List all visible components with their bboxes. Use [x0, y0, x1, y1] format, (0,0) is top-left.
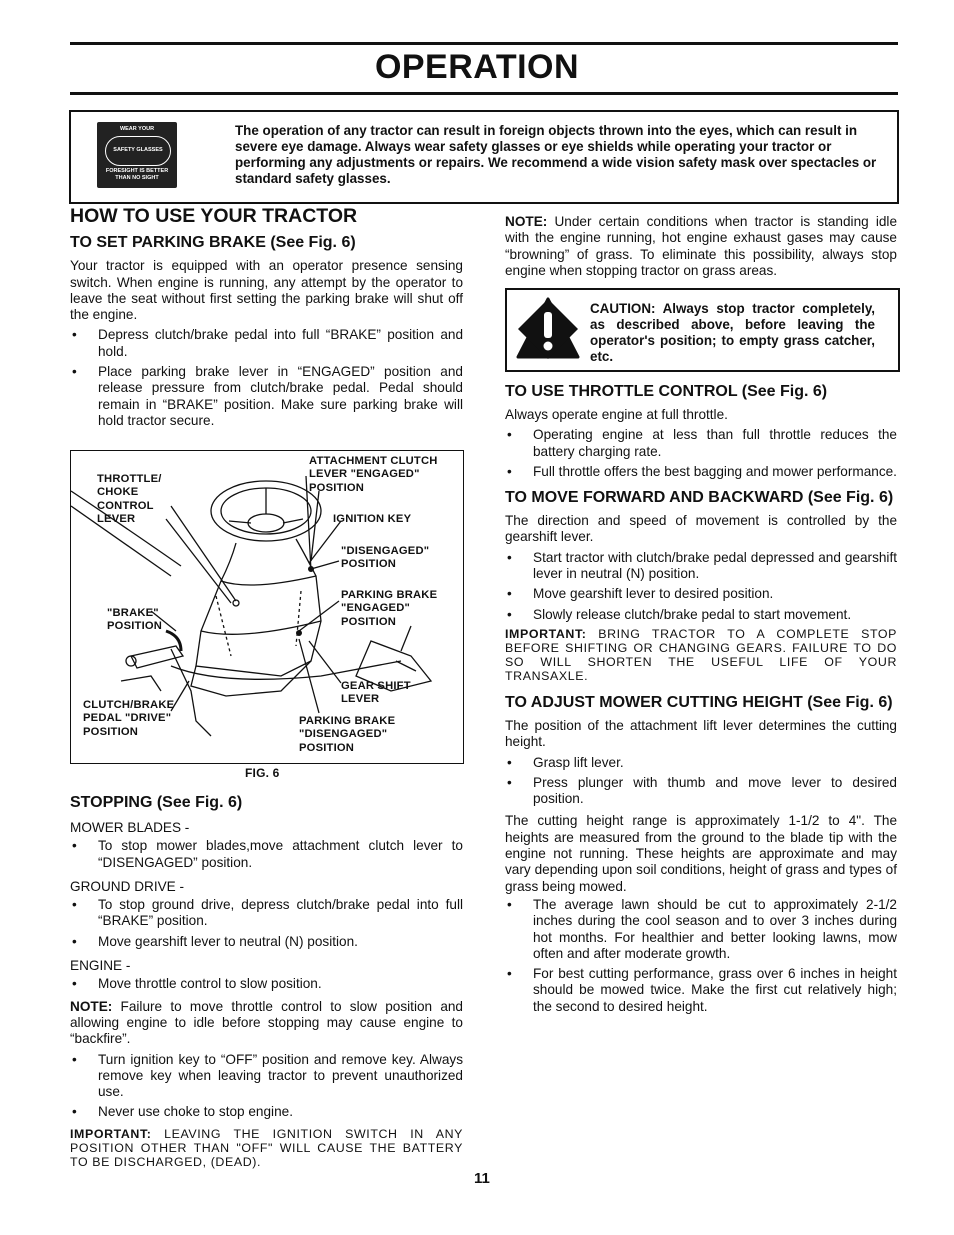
move-heading: TO MOVE FORWARD AND BACKWARD (See Fig. 6): [505, 489, 894, 507]
label-throttle-choke: THROTTLE/ CHOKE CONTROL LEVER: [97, 473, 162, 526]
throttle-intro: Always operate engine at full throttle.: [505, 407, 728, 422]
engine-label: ENGINE -: [70, 958, 131, 974]
exhaust-note: NOTE: Under certain conditions when tractor is standing idle with the engine running, hot engine exhaust gases may cause “browning” of grass. To eliminate this possibility, always stop engine when stopping tractor on grass areas.: [505, 214, 898, 278]
list-item: • Grasp lift lever.: [505, 755, 897, 771]
figure-caption: FIG. 6: [245, 766, 280, 780]
title-rule: [70, 92, 898, 95]
parking-brake-intro: Your tractor is equipped with an operator presence sensing switch. When engine is running, any attempt by the operator to leave the seat without first setting the parking brake will shut off the engine.: [70, 258, 463, 323]
parking-brake-heading: TO SET PARKING BRAKE (See Fig. 6): [70, 234, 356, 252]
list-item: • Depress clutch/brake pedal into full “BRAKE” position and hold.: [70, 327, 463, 360]
label-ignition-key: IGNITION KEY: [333, 513, 412, 525]
cutting-height-intro: The position of the attachment lift lever determines the cutting height.: [505, 717, 897, 750]
list-item: • Move throttle control to slow position.: [70, 976, 463, 992]
figure-6: [70, 450, 464, 764]
safety-warning-text: The operation of any tractor can result in foreign objects thrown into the eyes, which can result in severe eye damage. Always wear safety glasses or eye shields while operating your tractor or performing any adjustments or repairs. We recommend a wide vision safety mask over spectacles or standard safety glasses.: [235, 123, 877, 186]
section-heading: HOW TO USE YOUR TRACTOR: [70, 205, 358, 227]
list-item: • Place parking brake lever in “ENGAGED” position and release pressure from clutch/brake pedal. Pedal should remain in “BRAKE” position. Make sure parking brake will hold tractor secure.: [70, 364, 463, 429]
throttle-heading: TO USE THROTTLE CONTROL (See Fig. 6): [505, 383, 828, 400]
ground-drive-label: GROUND DRIVE -: [70, 878, 185, 894]
move-important: IMPORTANT: BRING TRACTOR TO A COMPLETE STOP BEFORE SHIFTING OR CHANGING GEARS. FAILURE TO DO SO WILL SHORTEN THE USEFUL LIFE OF YOUR TRANSAXLE.: [505, 626, 897, 683]
cutting-height-paragraph: The cutting height range is approximately 1-1/2 to 4". The heights are measured from the ground to the blade tip with the engine not running. These heights are approximate and may vary depending upon soil conditions, height of grass and types of grass being mowed.: [505, 813, 897, 894]
list-item: • To stop mower blades,move attachment clutch lever to “DISENGAGED” position.: [70, 838, 463, 871]
safety-glasses-icon: WEAR YOUR SAFETY GLASSES FORESIGHT IS BETTER THAN NO SIGHT: [97, 122, 177, 188]
list-item: • Slowly release clutch/brake pedal to start movement.: [505, 607, 897, 623]
caution-box: [505, 288, 900, 372]
list-item: • Full throttle offers the best bagging and mower performance.: [505, 464, 897, 480]
list-item: • Turn ignition key to “OFF” position and remove key. Always remove key when leaving tractor to prevent unauthorized use.: [70, 1052, 463, 1101]
list-item: • Never use choke to stop engine.: [70, 1104, 463, 1120]
stopping-important: IMPORTANT: LEAVING THE IGNITION SWITCH IN ANY POSITION OTHER THAN "OFF" WILL CAUSE THE BATTERY TO BE DISCHARGED, (DEAD).: [70, 1126, 463, 1169]
top-rule: [70, 42, 898, 45]
list-item: • To stop ground drive, depress clutch/brake pedal into full “BRAKE” position.: [70, 897, 463, 930]
list-item: • Move gearshift lever to neutral (N) position.: [70, 934, 463, 950]
label-gear-shift: GEAR SHIFT LEVER: [341, 680, 411, 706]
stopping-note: NOTE: Failure to move throttle control to slow position and allowing engine to idle before stopping may cause engine to “backfire”.: [70, 998, 463, 1047]
list-item: • The average lawn should be cut to approximately 2-1/2 inches during the cool season and to over 3 inches during hot months. For healthier and better looking lawns, mow often and after moderate growth.: [505, 897, 897, 962]
list-item: • Press plunger with thumb and move lever to desired position.: [505, 775, 897, 808]
left-column-top: [70, 205, 463, 429]
list-item: • Operating engine at less than full throttle reduces the battery charging rate.: [505, 427, 897, 460]
label-brake-position: "BRAKE" POSITION: [107, 607, 163, 633]
page-number: 11: [474, 1170, 490, 1187]
label-disengaged: "DISENGAGED" POSITION: [341, 545, 430, 571]
list-item: • Start tractor with clutch/brake pedal depressed and gearshift lever in neutral (N) position.: [505, 550, 897, 583]
cutting-height-heading: TO ADJUST MOWER CUTTING HEIGHT (See Fig. 6): [505, 693, 893, 711]
label-attachment-clutch: ATTACHMENT CLUTCH LEVER "ENGAGED" POSITION: [309, 455, 438, 494]
safety-warning-box: [69, 110, 899, 204]
mower-blades-label: MOWER BLADES -: [70, 820, 190, 835]
label-parking-brake-disengaged: PARKING BRAKE "DISENGAGED" POSITION: [299, 715, 396, 754]
list-item: • Move gearshift lever to desired position.: [505, 586, 897, 602]
right-column-bottom: [505, 382, 897, 1015]
caution-text: CAUTION: Always stop tractor completely, as described above, before leaving the operator's position; to empty grass catcher, etc.: [590, 301, 875, 364]
warning-triangle-icon: [515, 296, 581, 362]
left-column-bottom: [70, 793, 463, 1169]
move-intro: The direction and speed of movement is controlled by the gearshift lever.: [505, 513, 897, 545]
right-column-top: [505, 214, 897, 279]
list-item: • For best cutting performance, grass over 6 inches in height should be mowed twice. Make the first cut relatively high; the second to desired height.: [505, 966, 897, 1015]
label-clutch-brake-drive: CLUTCH/BRAKE PEDAL "DRIVE" POSITION: [83, 699, 175, 738]
stopping-heading: STOPPING (See Fig. 6): [70, 794, 243, 811]
page-title: OPERATION: [374, 48, 580, 86]
label-parking-brake-engaged: PARKING BRAKE "ENGAGED" POSITION: [341, 589, 438, 628]
